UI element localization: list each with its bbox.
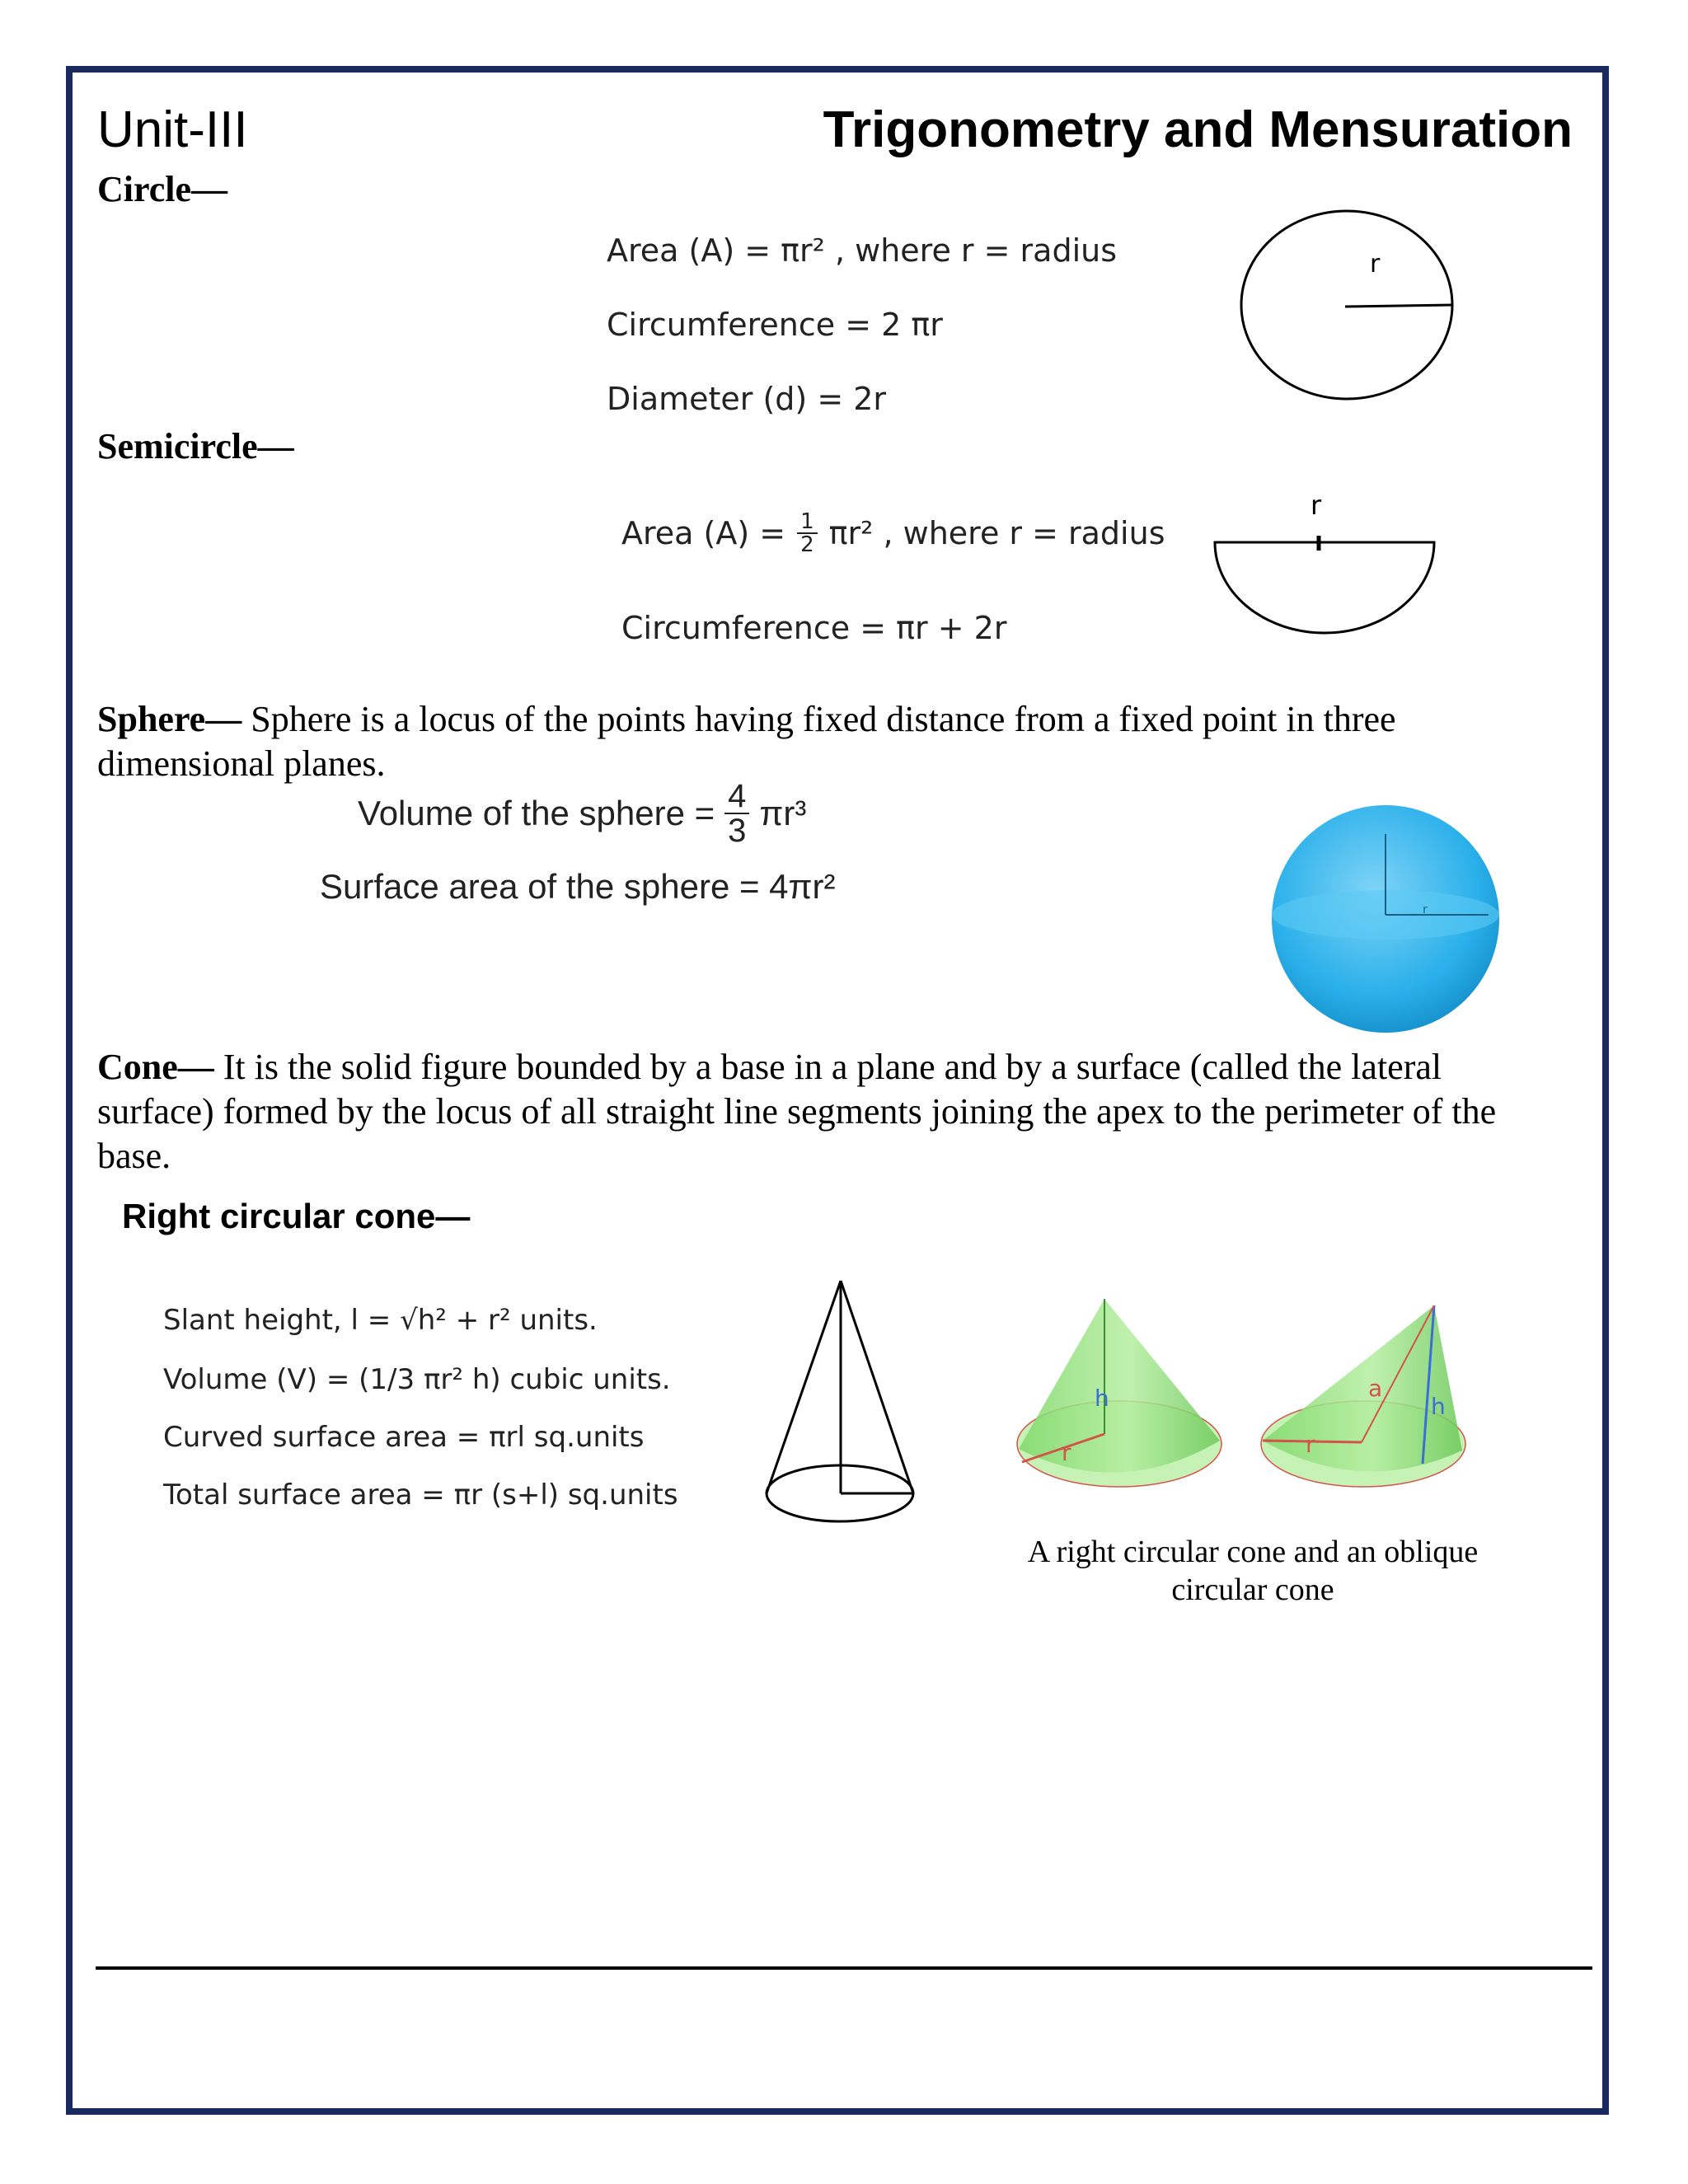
circle-area-formula: Area (A) = πr² , where r = radius bbox=[607, 232, 1118, 269]
cone-description-line2: surface) formed by the locus of all straight line segments joining the apex to the perimeter of the bbox=[97, 1091, 1497, 1132]
fraction-numerator: 1 bbox=[797, 511, 818, 534]
cone-line-diagram bbox=[758, 1276, 923, 1538]
footer-rule bbox=[96, 1966, 1592, 1970]
cone-description-line3: base. bbox=[97, 1136, 171, 1176]
oblique-cone-a-label: a bbox=[1368, 1375, 1383, 1402]
slant-height-formula: Slant height, l = √h² + r² units. bbox=[163, 1304, 598, 1337]
sphere-volume-formula bbox=[358, 780, 806, 847]
unit-label: Unit-III bbox=[97, 101, 248, 158]
sphere-surface-formula: Surface area of the sphere = 4πr² bbox=[320, 867, 836, 906]
page-title: Trigonometry and Mensuration bbox=[823, 101, 1573, 158]
sphere-heading: Sphere— bbox=[97, 699, 242, 739]
sphere-volume-fraction bbox=[724, 780, 749, 847]
sphere-radius-label: r bbox=[1423, 903, 1428, 916]
sphere-volume-prefix: Volume of the sphere = bbox=[358, 794, 715, 832]
cone-caption-line2: circular cone bbox=[1171, 1572, 1334, 1607]
total-surface-formula: Total surface area = πr (s+l) sq.units bbox=[163, 1479, 678, 1511]
oblique-cone-h-label: h bbox=[1431, 1393, 1446, 1420]
cone-right-edge bbox=[841, 1281, 913, 1493]
cone-figure-caption bbox=[989, 1533, 1517, 1609]
circle-diameter-formula: Diameter (d) = 2r bbox=[607, 381, 887, 417]
cone-description-line1: It is the solid figure bounded by a base in a plane and by a surface (called the lateral bbox=[223, 1047, 1442, 1087]
cone-paragraph-line1 bbox=[97, 1045, 1442, 1090]
fraction-numerator: 4 bbox=[724, 780, 749, 814]
right-cone-h-label: h bbox=[1095, 1385, 1109, 1412]
cone-heading: Cone— bbox=[97, 1047, 214, 1087]
semicircle-circumference-formula: Circumference = πr + 2r bbox=[621, 610, 1007, 646]
cone-caption-line1: A right circular cone and an oblique bbox=[1027, 1535, 1479, 1569]
semicircle-radius-label: r bbox=[1311, 490, 1322, 521]
sphere-volume-suffix: πr³ bbox=[759, 794, 807, 832]
sphere-diagram bbox=[1266, 799, 1505, 1038]
semicircle-heading: Semicircle— bbox=[97, 426, 294, 466]
cone-left-edge bbox=[767, 1281, 841, 1493]
circle-diagram bbox=[1233, 204, 1461, 409]
semicircle-half-fraction bbox=[797, 511, 818, 555]
right-cone-surface bbox=[1019, 1299, 1220, 1473]
circle-radius-line bbox=[1345, 305, 1452, 307]
sphere-description-line2: dimensional planes. bbox=[97, 743, 386, 784]
cone-volume-formula: Volume (V) = (1/3 πr² h) cubic units. bbox=[163, 1363, 671, 1396]
curved-surface-formula: Curved surface area = πrl sq.units bbox=[163, 1421, 645, 1454]
semicircle-area-formula bbox=[621, 511, 1165, 555]
semicircle-area-prefix: Area (A) = bbox=[621, 515, 786, 551]
oblique-cone-solid bbox=[1261, 1305, 1465, 1487]
fraction-denominator: 3 bbox=[728, 813, 747, 849]
circle-radius-label: r bbox=[1370, 250, 1381, 279]
semicircle-diagram bbox=[1203, 488, 1442, 636]
semicircle-area-suffix: πr² , where r = radius bbox=[828, 515, 1165, 551]
right-cone-r-label: r bbox=[1062, 1439, 1071, 1466]
cone-3d-diagram bbox=[1015, 1294, 1469, 1516]
sphere-description-line1: Sphere is a locus of the points having fixed distance from a fixed point in three bbox=[251, 699, 1396, 739]
circle-heading: Circle— bbox=[97, 169, 228, 209]
semicircle-outline bbox=[1215, 542, 1434, 633]
oblique-cone-r-label: r bbox=[1306, 1431, 1315, 1458]
sphere-paragraph-line1 bbox=[97, 697, 1396, 742]
fraction-denominator: 2 bbox=[800, 532, 814, 557]
circle-circumference-formula: Circumference = 2 πr bbox=[607, 307, 943, 343]
right-cone-subheading: Right circular cone— bbox=[122, 1197, 471, 1235]
right-cone-solid bbox=[1017, 1299, 1221, 1487]
